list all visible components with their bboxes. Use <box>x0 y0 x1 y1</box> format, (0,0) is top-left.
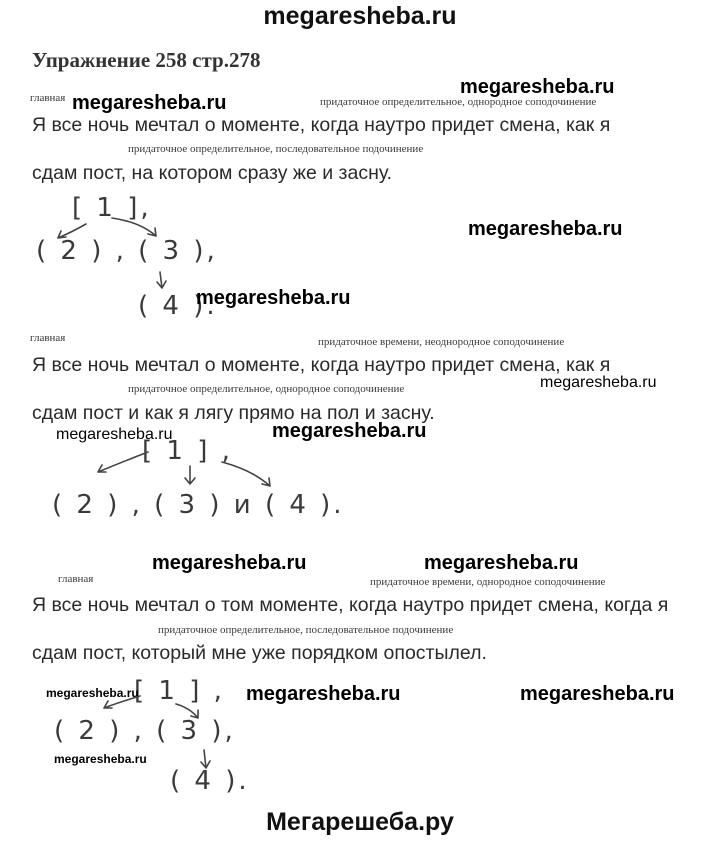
sentence-line: сдам пост, на котором сразу же и засну. <box>32 162 393 184</box>
site-footer: Мегарешеба.ру <box>266 808 454 836</box>
watermark: megaresheba.ru <box>56 426 173 443</box>
watermark: megaresheba.ru <box>54 752 147 766</box>
scheme-main-clause: [ 1 ] , <box>142 436 233 466</box>
sentence-line: сдам пост, который мне уже порядком опостылел. <box>32 642 487 664</box>
watermark: megaresheba.ru <box>152 552 307 574</box>
label-main: главная <box>30 332 66 344</box>
sentence-line: Я все ночь мечтал о моменте, когда наутро придет смена, как я <box>32 354 611 376</box>
watermark: megaresheba.ru <box>468 218 623 240</box>
watermark: megaresheba.ru <box>46 686 139 700</box>
scheme-subordinate-clauses: ( 2 ) , ( 3 ) и ( 4 ). <box>52 490 345 520</box>
scheme-main-clause: [ 1 ] , <box>134 676 225 706</box>
label-clause: придаточное времени, однородное соподочинение <box>370 576 606 588</box>
exercise-title: Упражнение 258 стр.278 <box>32 48 261 72</box>
watermark: megaresheba.ru <box>272 420 427 442</box>
scheme-subordinate-clause: ( 4 ). <box>138 291 218 321</box>
watermark: megaresheba.ru <box>520 683 675 705</box>
scheme-subordinate-clause: ( 4 ). <box>170 766 250 796</box>
watermark: megaresheba.ru <box>460 76 615 98</box>
watermark: megaresheba.ru <box>424 552 579 574</box>
watermark: megaresheba.ru <box>540 374 657 391</box>
label-clause: придаточное определительное, последовательное подочинение <box>128 143 424 155</box>
label-main: главная <box>58 573 94 585</box>
label-clause: придаточное определительное, последовательное подочинение <box>158 624 454 636</box>
label-main: главная <box>30 92 66 104</box>
site-header: megaresheba.ru <box>263 2 457 30</box>
scheme-subordinate-clauses: ( 2 ) , ( 3 ), <box>54 716 236 746</box>
sentence-line: сдам пост и как я лягу прямо на пол и засну. <box>32 402 435 424</box>
sentence-line: Я все ночь мечтал о моменте, когда наутро придет смена, как я <box>32 114 611 136</box>
watermark: megaresheba.ru <box>72 92 227 114</box>
sentence-line: Я все ночь мечтал о том моменте, когда наутро придет смена, когда я <box>32 594 669 616</box>
scheme-main-clause: [ 1 ], <box>72 193 152 223</box>
label-clause: придаточное определительное, однородное соподочинение <box>128 383 405 395</box>
label-clause: придаточное времени, неоднородное соподочинение <box>318 336 565 348</box>
scheme-subordinate-clauses: ( 2 ) , ( 3 ), <box>36 236 218 266</box>
watermark: megaresheba.ru <box>196 287 351 309</box>
watermark: megaresheba.ru <box>246 683 401 705</box>
label-clause: придаточное определительное, однородное соподочинение <box>320 96 597 108</box>
